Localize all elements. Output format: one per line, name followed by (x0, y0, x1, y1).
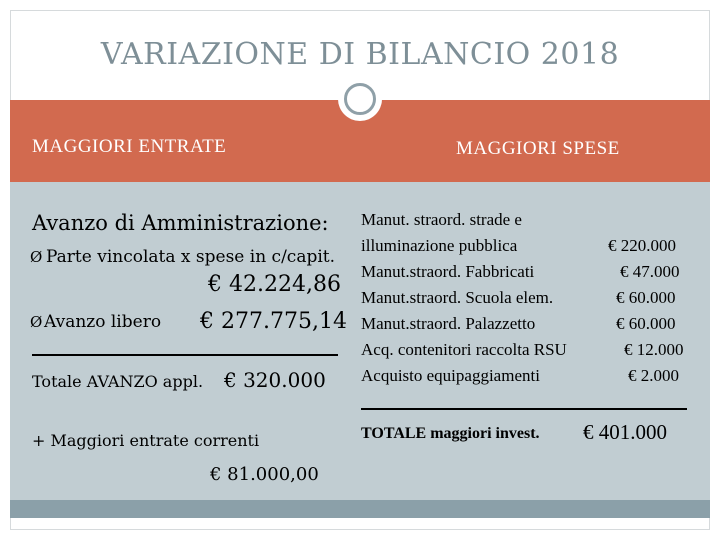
divider-circle-ring (344, 83, 376, 115)
entrate-correnti-amount: € 81.000,00 (210, 464, 319, 485)
spesa-amount: € 47.000 (620, 262, 680, 281)
spesa-label: Acquisto equipaggiamenti (361, 366, 540, 385)
footer-bar (10, 500, 710, 518)
spesa-amount: € 220.000 (608, 236, 676, 255)
spesa-label: Manut.straord. Fabbricati (361, 262, 535, 281)
spesa-label: Manut.straord. Scuola elem. (361, 288, 554, 307)
spesa-amount: € 60.000 (616, 288, 676, 307)
divider-circle-icon (338, 77, 382, 121)
header-spese-label: MAGGIORI SPESE (456, 138, 620, 159)
totale-invest-label: TOTALE maggiori invest. (361, 425, 540, 442)
spesa-label: illuminazione pubblica (361, 236, 518, 255)
entrate-correnti-label: + Maggiori entrate correnti (32, 431, 260, 450)
spesa-label: Manut. straord. strade e (361, 210, 522, 229)
avanzo-libero-label: Avanzo libero (44, 312, 162, 332)
bullet-arrow-icon: Ø (30, 248, 43, 266)
spese-total-rule (361, 408, 687, 410)
subtotal-rule (32, 354, 338, 356)
totale-avanzo-label: Totale AVANZO appl. (32, 372, 204, 391)
header-entrate-label: MAGGIORI ENTRATE (32, 136, 227, 157)
spesa-label: Acq. contenitori raccolta RSU (361, 340, 567, 359)
totale-avanzo-amount: € 320.000 (224, 368, 326, 392)
bullet-arrow-icon: Ø (30, 313, 43, 331)
vincolata-label: Parte vincolata x spese in c/capit. (46, 247, 336, 267)
spesa-amount: € 2.000 (628, 366, 679, 385)
content-panel (10, 182, 710, 500)
avanzo-libero-amount: € 277.775,14 (200, 309, 347, 334)
spesa-amount: € 12.000 (624, 340, 684, 359)
vincolata-amount: € 42.224,86 (208, 272, 341, 297)
avanzo-title: Avanzo di Amministrazione: (32, 211, 329, 235)
spesa-label: Manut.straord. Palazzetto (361, 314, 536, 333)
slide-title: VARIAZIONE DI BILANCIO 2018 (100, 37, 620, 72)
spesa-amount: € 60.000 (616, 314, 676, 333)
totale-invest-amount: € 401.000 (583, 420, 667, 444)
